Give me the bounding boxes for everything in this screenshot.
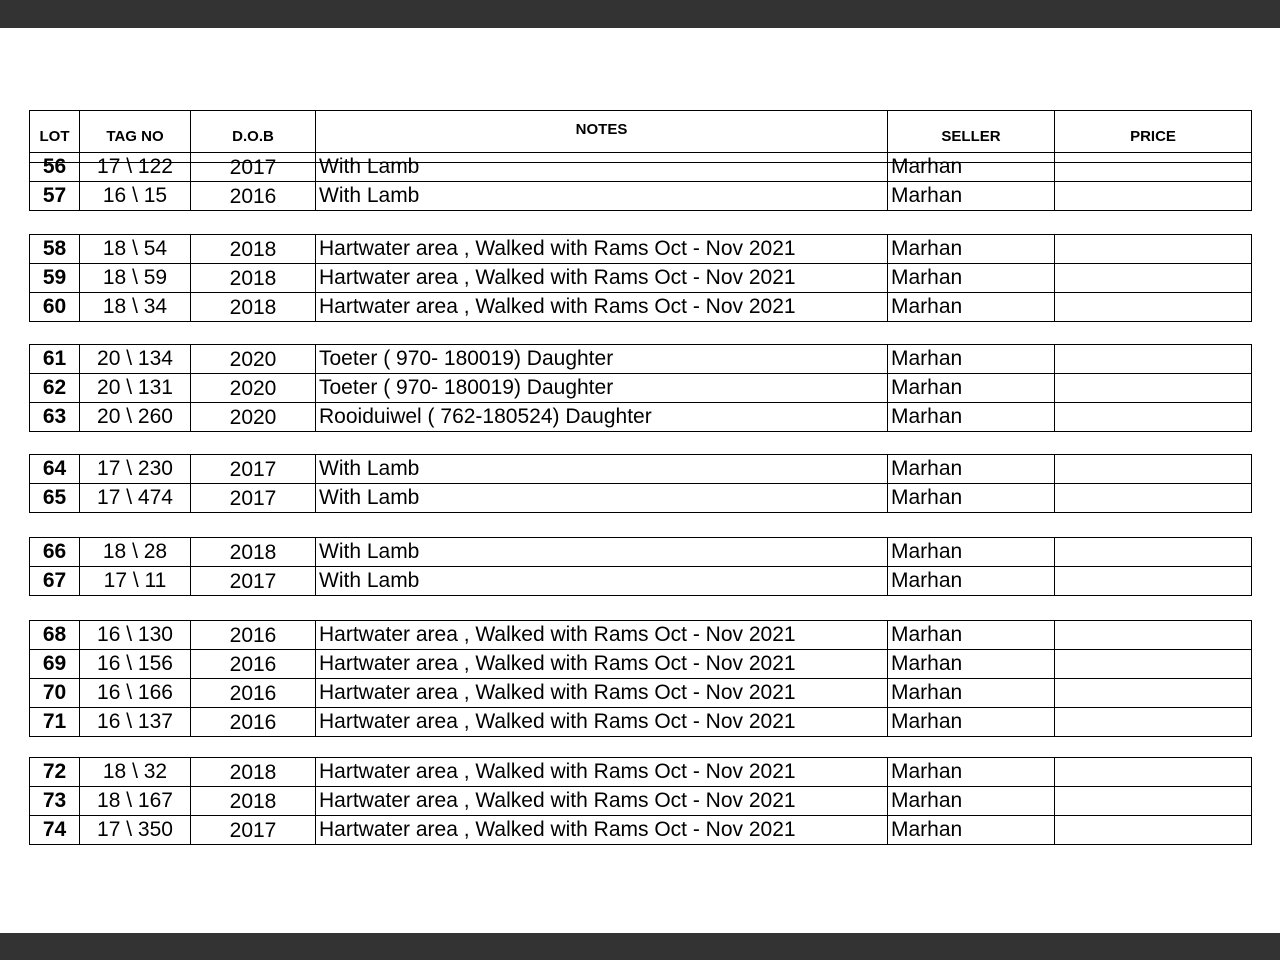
lot-number-cell: 64 xyxy=(30,455,80,484)
price-cell xyxy=(1055,816,1252,845)
notes-cell: Toeter ( 970- 180019) Daughter xyxy=(316,374,888,403)
date-of-birth-cell: 2016 xyxy=(191,679,316,708)
table-row xyxy=(30,345,1252,374)
lot-group-table xyxy=(29,234,1252,322)
lot-number-cell: 57 xyxy=(30,182,80,211)
header-price: PRICE xyxy=(1055,111,1252,163)
table-row xyxy=(30,153,1252,182)
lot-number-cell: 59 xyxy=(30,264,80,293)
table-row xyxy=(30,650,1252,679)
lot-number-cell: 69 xyxy=(30,650,80,679)
top-dark-bar xyxy=(0,0,1280,28)
date-of-birth-cell: 2017 xyxy=(191,153,316,182)
tag-number-cell: 20 \ 134 xyxy=(80,345,191,374)
date-of-birth-cell: 2016 xyxy=(191,182,316,211)
lot-number-cell: 60 xyxy=(30,293,80,322)
notes-cell: With Lamb xyxy=(316,182,888,211)
lot-number-cell: 70 xyxy=(30,679,80,708)
tag-number-cell: 16 \ 156 xyxy=(80,650,191,679)
lot-number-cell: 56 xyxy=(30,153,80,182)
seller-cell: Marhan xyxy=(888,538,1055,567)
table-row xyxy=(30,235,1252,264)
date-of-birth-cell: 2020 xyxy=(191,345,316,374)
seller-cell: Marhan xyxy=(888,235,1055,264)
table-row xyxy=(30,538,1252,567)
lot-number-cell: 72 xyxy=(30,758,80,787)
notes-cell: Hartwater area , Walked with Rams Oct - Nov 2021 xyxy=(316,264,888,293)
lot-number-cell: 62 xyxy=(30,374,80,403)
notes-cell: Hartwater area , Walked with Rams Oct - Nov 2021 xyxy=(316,816,888,845)
seller-cell: Marhan xyxy=(888,293,1055,322)
price-cell xyxy=(1055,264,1252,293)
tag-number-cell: 16 \ 166 xyxy=(80,679,191,708)
price-cell xyxy=(1055,679,1252,708)
date-of-birth-cell: 2017 xyxy=(191,567,316,596)
tag-number-cell: 16 \ 130 xyxy=(80,621,191,650)
seller-cell: Marhan xyxy=(888,455,1055,484)
bottom-dark-bar xyxy=(0,933,1280,960)
notes-cell: Hartwater area , Walked with Rams Oct - Nov 2021 xyxy=(316,679,888,708)
tag-number-cell: 18 \ 28 xyxy=(80,538,191,567)
lot-group-table xyxy=(29,620,1252,737)
tag-number-cell: 17 \ 230 xyxy=(80,455,191,484)
price-cell xyxy=(1055,374,1252,403)
tag-number-cell: 18 \ 34 xyxy=(80,293,191,322)
table-row xyxy=(30,708,1252,737)
seller-cell: Marhan xyxy=(888,182,1055,211)
price-cell xyxy=(1055,403,1252,432)
seller-cell: Marhan xyxy=(888,650,1055,679)
price-cell xyxy=(1055,567,1252,596)
price-cell xyxy=(1055,650,1252,679)
tag-number-cell: 20 \ 260 xyxy=(80,403,191,432)
notes-cell: Hartwater area , Walked with Rams Oct - Nov 2021 xyxy=(316,235,888,264)
table-row xyxy=(30,293,1252,322)
seller-cell: Marhan xyxy=(888,403,1055,432)
price-cell xyxy=(1055,182,1252,211)
date-of-birth-cell: 2016 xyxy=(191,650,316,679)
tag-number-cell: 17 \ 474 xyxy=(80,484,191,513)
seller-cell: Marhan xyxy=(888,708,1055,737)
lot-number-cell: 65 xyxy=(30,484,80,513)
table-row xyxy=(30,484,1252,513)
tag-number-cell: 17 \ 122 xyxy=(80,153,191,182)
notes-cell: Rooiduiwel ( 762-180524) Daughter xyxy=(316,403,888,432)
notes-cell: Hartwater area , Walked with Rams Oct - Nov 2021 xyxy=(316,293,888,322)
seller-cell: Marhan xyxy=(888,758,1055,787)
price-cell xyxy=(1055,235,1252,264)
price-cell xyxy=(1055,153,1252,182)
tag-number-cell: 18 \ 54 xyxy=(80,235,191,264)
lot-number-cell: 73 xyxy=(30,787,80,816)
seller-cell: Marhan xyxy=(888,153,1055,182)
date-of-birth-cell: 2018 xyxy=(191,293,316,322)
price-cell xyxy=(1055,345,1252,374)
lot-number-cell: 66 xyxy=(30,538,80,567)
seller-cell: Marhan xyxy=(888,816,1055,845)
seller-cell: Marhan xyxy=(888,567,1055,596)
lot-number-cell: 58 xyxy=(30,235,80,264)
tag-number-cell: 16 \ 137 xyxy=(80,708,191,737)
date-of-birth-cell: 2017 xyxy=(191,484,316,513)
table-row xyxy=(30,816,1252,845)
header-lot: LOT xyxy=(30,111,80,163)
tag-number-cell: 17 \ 11 xyxy=(80,567,191,596)
lot-number-cell: 63 xyxy=(30,403,80,432)
notes-cell: Hartwater area , Walked with Rams Oct - Nov 2021 xyxy=(316,708,888,737)
notes-cell: With Lamb xyxy=(316,153,888,182)
tag-number-cell: 18 \ 167 xyxy=(80,787,191,816)
lot-number-cell: 74 xyxy=(30,816,80,845)
seller-cell: Marhan xyxy=(888,484,1055,513)
lot-number-cell: 71 xyxy=(30,708,80,737)
date-of-birth-cell: 2020 xyxy=(191,403,316,432)
table-row xyxy=(30,758,1252,787)
table-row xyxy=(30,679,1252,708)
price-cell xyxy=(1055,787,1252,816)
seller-cell: Marhan xyxy=(888,679,1055,708)
notes-cell: Hartwater area , Walked with Rams Oct - Nov 2021 xyxy=(316,758,888,787)
seller-cell: Marhan xyxy=(888,264,1055,293)
price-cell xyxy=(1055,708,1252,737)
notes-cell: Hartwater area , Walked with Rams Oct - Nov 2021 xyxy=(316,650,888,679)
table-row xyxy=(30,403,1252,432)
notes-cell: Hartwater area , Walked with Rams Oct - Nov 2021 xyxy=(316,787,888,816)
price-cell xyxy=(1055,538,1252,567)
price-cell xyxy=(1055,621,1252,650)
date-of-birth-cell: 2018 xyxy=(191,235,316,264)
seller-cell: Marhan xyxy=(888,345,1055,374)
price-cell xyxy=(1055,293,1252,322)
date-of-birth-cell: 2018 xyxy=(191,538,316,567)
table-row xyxy=(30,374,1252,403)
lot-group-table xyxy=(29,152,1252,211)
date-of-birth-cell: 2020 xyxy=(191,374,316,403)
date-of-birth-cell: 2018 xyxy=(191,758,316,787)
lot-group-table xyxy=(29,344,1252,432)
date-of-birth-cell: 2016 xyxy=(191,621,316,650)
header-notes: NOTES xyxy=(316,111,888,163)
notes-cell: Hartwater area , Walked with Rams Oct - Nov 2021 xyxy=(316,621,888,650)
table-row xyxy=(30,264,1252,293)
table-row xyxy=(30,182,1252,211)
table-row xyxy=(30,621,1252,650)
tag-number-cell: 17 \ 350 xyxy=(80,816,191,845)
header-seller: SELLER xyxy=(888,111,1055,163)
notes-cell: With Lamb xyxy=(316,567,888,596)
lot-number-cell: 67 xyxy=(30,567,80,596)
date-of-birth-cell: 2018 xyxy=(191,787,316,816)
header-dob: D.O.B xyxy=(191,111,316,163)
date-of-birth-cell: 2016 xyxy=(191,708,316,737)
table-row xyxy=(30,567,1252,596)
date-of-birth-cell: 2017 xyxy=(191,455,316,484)
notes-cell: With Lamb xyxy=(316,538,888,567)
table-row xyxy=(30,455,1252,484)
seller-cell: Marhan xyxy=(888,621,1055,650)
lot-number-cell: 68 xyxy=(30,621,80,650)
table-row xyxy=(30,787,1252,816)
lot-number-cell: 61 xyxy=(30,345,80,374)
header-tag-no: TAG NO xyxy=(80,111,191,163)
seller-cell: Marhan xyxy=(888,374,1055,403)
date-of-birth-cell: 2018 xyxy=(191,264,316,293)
lot-group-table xyxy=(29,757,1252,845)
tag-number-cell: 16 \ 15 xyxy=(80,182,191,211)
notes-cell: Toeter ( 970- 180019) Daughter xyxy=(316,345,888,374)
price-cell xyxy=(1055,455,1252,484)
seller-cell: Marhan xyxy=(888,787,1055,816)
price-cell xyxy=(1055,484,1252,513)
lot-group-table xyxy=(29,537,1252,596)
tag-number-cell: 18 \ 32 xyxy=(80,758,191,787)
notes-cell: With Lamb xyxy=(316,455,888,484)
notes-cell: With Lamb xyxy=(316,484,888,513)
lot-group-table xyxy=(29,454,1252,513)
price-cell xyxy=(1055,758,1252,787)
tag-number-cell: 20 \ 131 xyxy=(80,374,191,403)
tag-number-cell: 18 \ 59 xyxy=(80,264,191,293)
date-of-birth-cell: 2017 xyxy=(191,816,316,845)
